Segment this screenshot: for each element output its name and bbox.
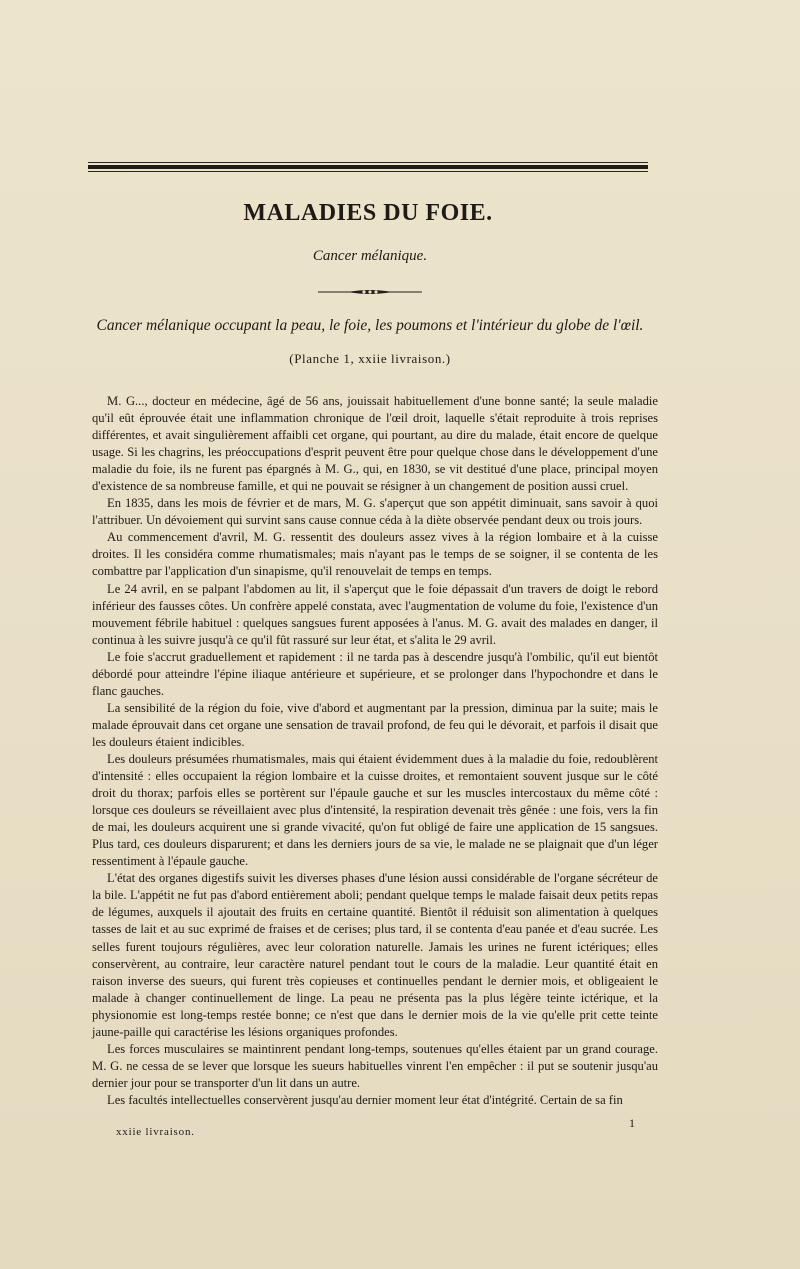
body-text — [92, 393, 658, 1109]
page-title: MALADIES DU FOIE. — [243, 200, 493, 226]
ornament-rule-icon — [318, 289, 422, 295]
paragraph: M. G..., docteur en médecine, âgé de 56 ans, jouissait habituellement d'une bonne santé; la seule maladie qu'il eût éprouvée était une inflammation chronique de l'œil droit, laquelle s'était reproduite à trois reprises différentes, et avait singulièrement affaibli cet organe, qui pourtant, au dire du malade, était encore de quelque usage. Si les chagrins, les préoccupations d'esprit peuvent être pour quelque chose dans le développement d'une maladie du foie, ils ne furent pas épargnés à M. G., qui, en 1830, se vit destitué d'une place, principal moyen d'existence de sa nombreuse famille, et qui ne pouvait se résigner à un changement de position aussi cruel. — [92, 394, 658, 494]
paragraph: Les forces musculaires se maintinrent pendant long-temps, soutenues qu'elles étaient par un grand courage. M. G. ne cessa de se lever que lorsque les sueurs habituelles vinrent l'en empêcher : il put se soutenir jusqu'au dernier jour pour se transporter d'un lit dans un autre. — [92, 1041, 658, 1090]
footer-livraison: xxiie livraison. — [116, 1126, 195, 1138]
page-number: 1 — [629, 1116, 635, 1130]
paragraph: Les facultés intellectuelles conservèrent jusqu'au dernier moment leur état d'intégrité. Certain de sa fin — [107, 1092, 623, 1107]
paragraph: En 1835, dans les mois de février et de mars, M. G. s'aperçut que son appétit diminuait, sans savoir à quoi l'attribuer. Un dévoiement qui survint sans cause connue céda à la diète observée pendant deux ou trois jours. — [92, 496, 658, 528]
paragraph: Au commencement d'avril, M. G. ressentit des douleurs assez vives à la région lombaire et à la cuisse droites. Il les considéra comme rhumatismales; mais n'ayant pas le temps de se soigner, il se contenta de les combattre par l'application d'un sinapisme, qu'il renouvelait de temps en temps. — [92, 530, 658, 579]
paragraph: Le 24 avril, en se palpant l'abdomen au lit, il s'aperçut que le foie dépassait d'un travers de doigt le rebord inférieur des fausses côtes. Un confrère appelé constata, avec l'augmentation de volume du foie, l'existence d'un mouvement fébrile habituel : quelques sangsues furent apposées à l'anus. M. G. avait des malades en danger, il continua à les suivre jusqu'à ce qu'il fût rassuré sur leur état, et s'alita le 29 avril. — [92, 581, 658, 647]
plate-reference: (Planche 1, xxiie livraison.) — [289, 351, 451, 366]
paragraph: L'état des organes digestifs suivit les diverses phases d'une lésion aussi considérable de l'organe sécréteur de la bile. L'appétit ne fut pas d'abord entièrement aboli; pendant quelque temps le malade faisait deux petits repas de légumes, auxquels il ajoutait des fruits en certaine quantité. Bientôt il réduisit son alimentation à quelques tasses de lait et au suc exprimé de fraises et de cerises; plus tard, il se contenta d'eau panée et d'eau sucrée. Les selles furent toujours régulières, avec leur coloration naturelle. Jamais les urines ne furent ictériques; elles conservèrent, au contraire, leur caractère naturel pendant tout le cours de la maladie. Leur quantité était en raison inverse des sueurs, qui furent très copieuses et continuelles pendant le dernier mois, et obligeaient le malade à changer continuellement de linge. La peau ne présenta pas la plus légère teinte ictérique, et la physionomie est long-temps restée bonne; ce n'est que dans le dernier mois de la vie qu'elle prit cette teinte jaune-paille qui caractérise les lésions organiques profondes. — [92, 871, 658, 1039]
paragraph: Le foie s'accrut graduellement et rapidement : il ne tarda pas à descendre jusqu'à l'ombilic, qu'il eut bientôt débordé pour atteindre l'épine iliaque antérieure et supérieure, et se prolonger dans l'hypochondre et dans le flanc gauches. — [92, 649, 658, 698]
paragraph: La sensibilité de la région du foie, vive d'abord et augmentant par la pression, diminua par la suite; mais le malade éprouvait dans cet organe une sensation de travail profond, de feu qui le dévorait, et parfois il disait que les douleurs étaient indicibles. — [92, 700, 658, 749]
page-subtitle: Cancer mélanique. — [312, 248, 428, 264]
paragraph: Les douleurs présumées rhumatismales, mais qui étaient évidemment dues à la maladie du foie, redoublèrent d'intensité : elles occupaient la région lombaire et la cuisse droites, et remontaient souvent jusque sur le côté droit du thorax; parfois elles se portèrent sur l'épaule gauche et sur les muscles intercostaux du même côté : lorsque ces douleurs se réveillaient avec plus d'intensité, la respiration devenait très gênée : une fois, vers la fin de mai, les douleurs acquirent une si grande vivacité, qu'on fut obligé de faire une application de 15 sangsues. Plus tard, ces douleurs disparurent; et dans les derniers jours de sa vie, le malade ne se plaignait que d'un léger ressentiment à l'épaule gauche. — [92, 751, 658, 869]
top-double-rule — [88, 162, 648, 172]
section-heading: Cancer mélanique occupant la peau, le foie, les poumons et l'intérieur du globe de l'œil. — [96, 317, 644, 334]
